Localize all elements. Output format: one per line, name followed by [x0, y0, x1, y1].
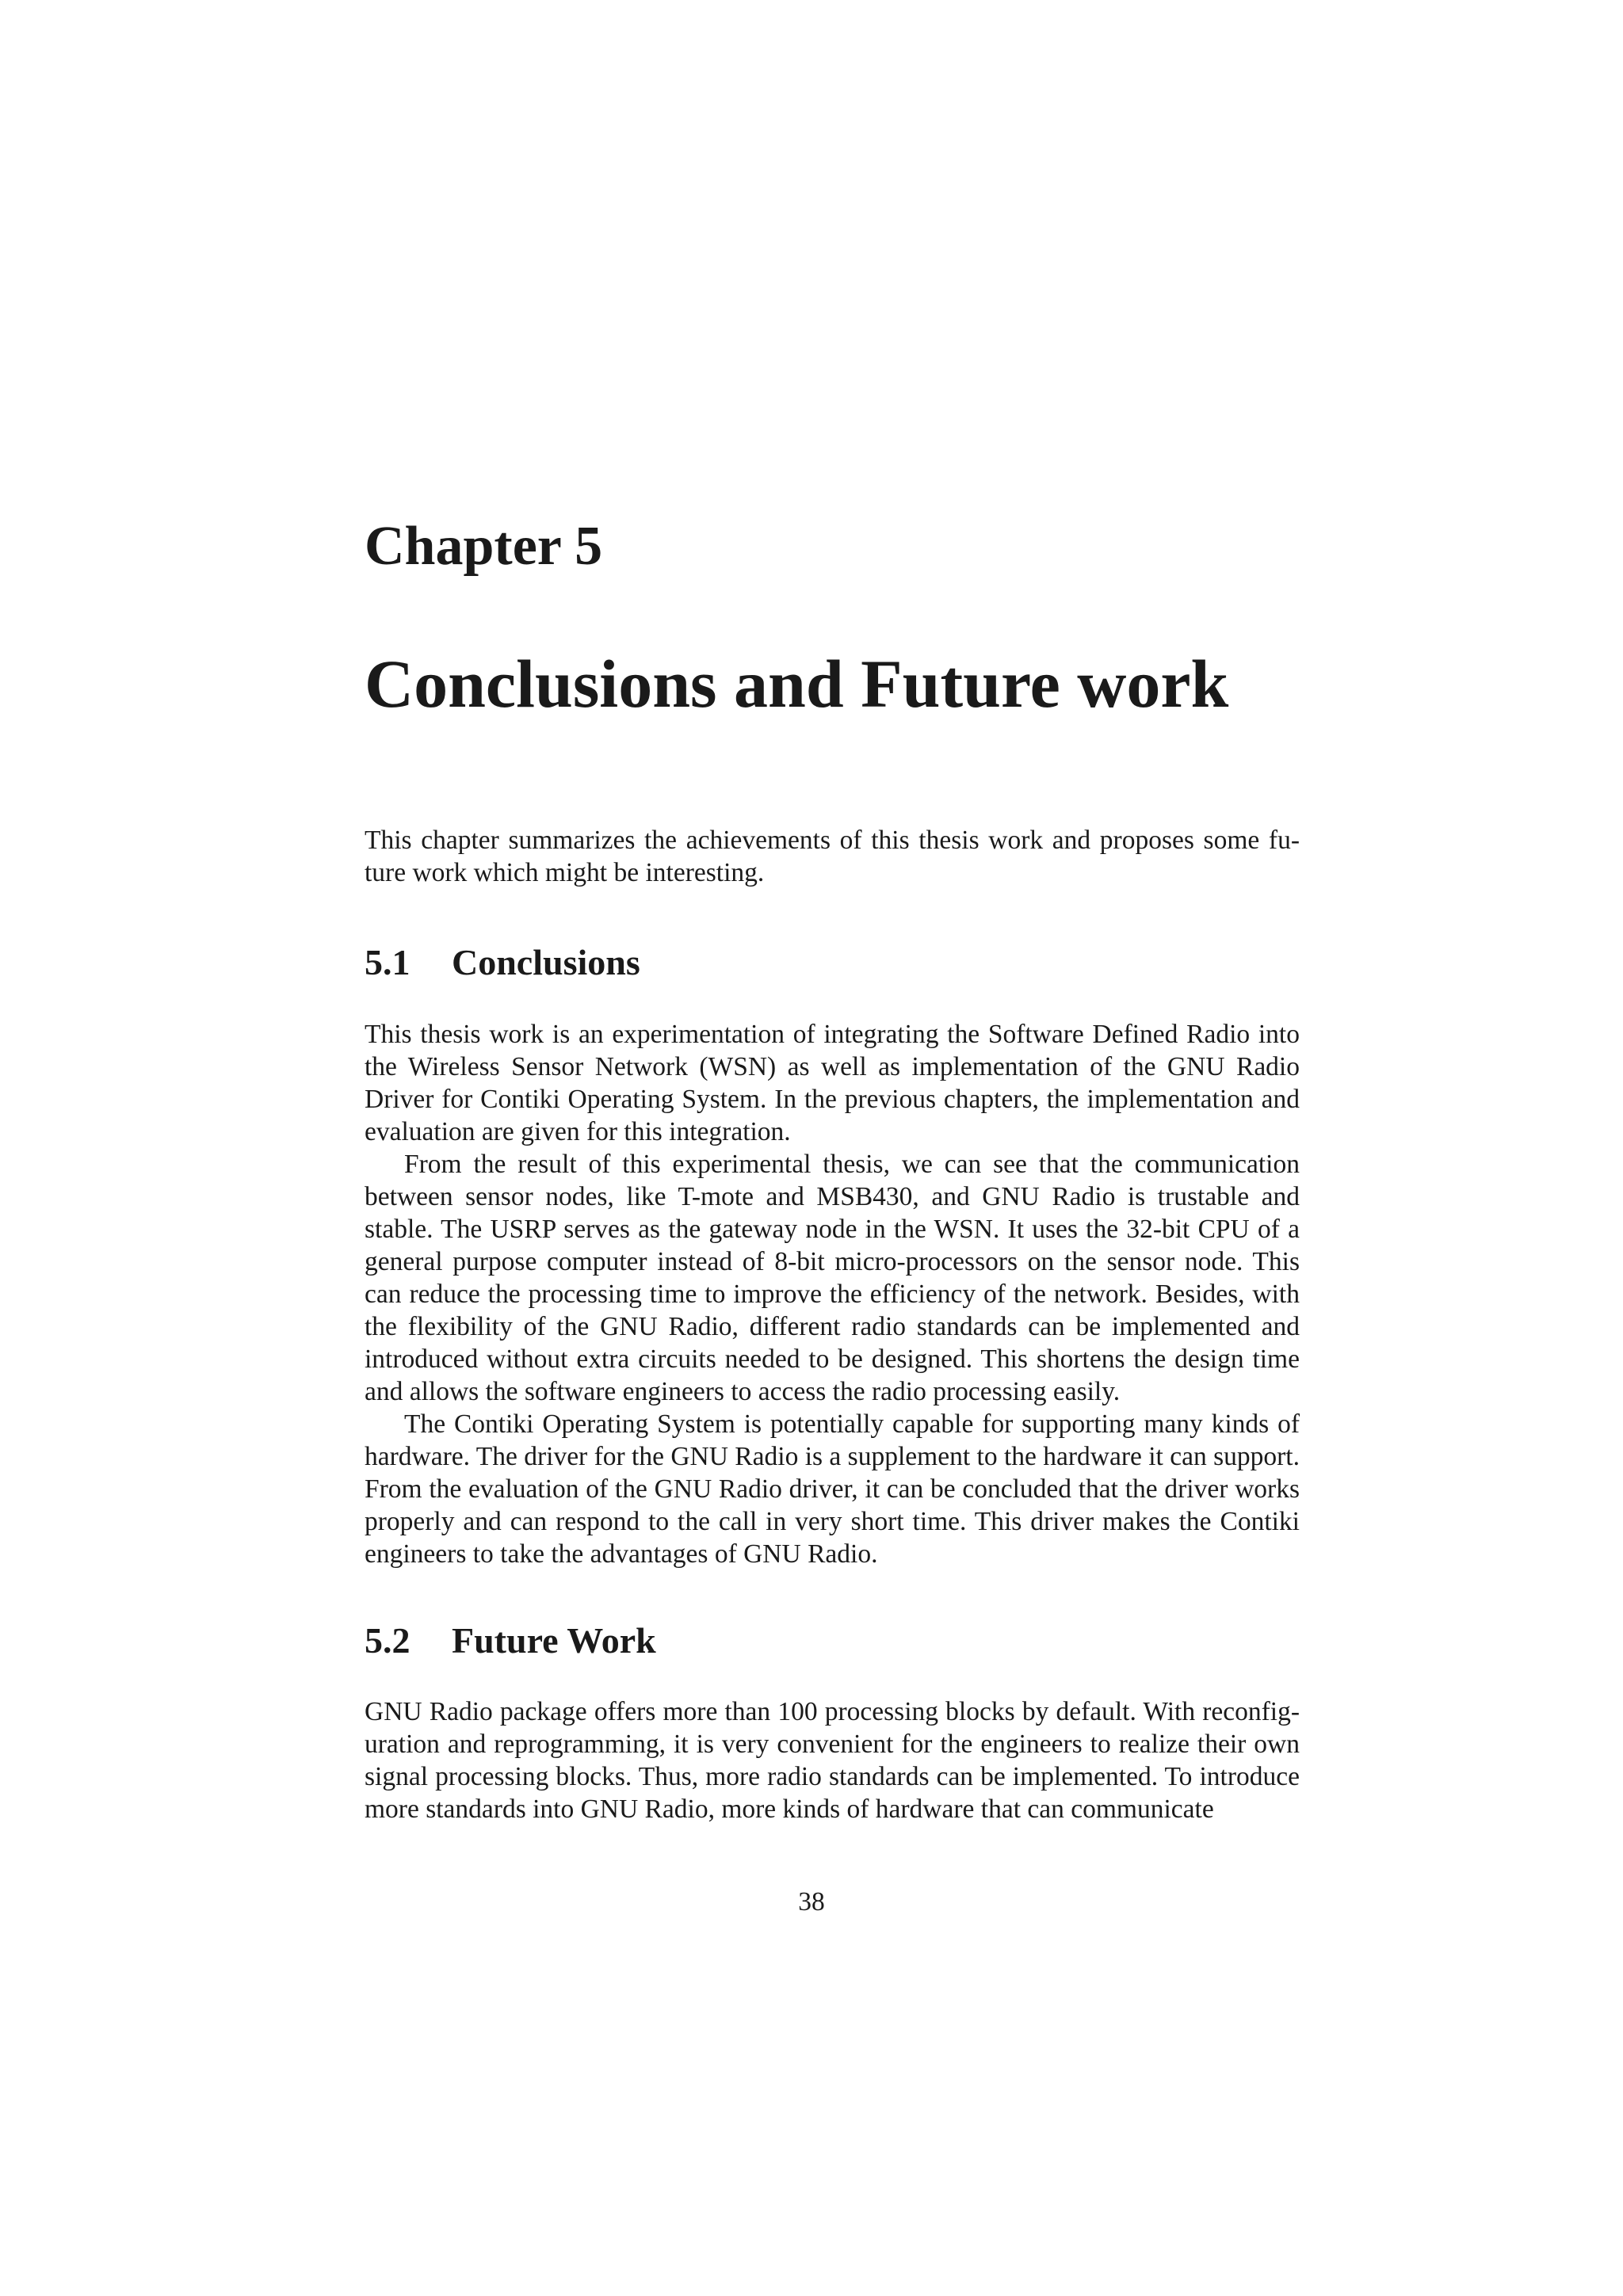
- section-heading-future-work: [365, 1620, 656, 1661]
- chapter-label: Chapter 5: [365, 516, 603, 577]
- paragraph: This thesis work is an experimentation of integrating the Software Defined Radio into the Wireless Sensor Network (WSN) as well as implementation of the GNU Radio Driver for Contiki Operating System. In the previous chapters, the implementation and evaluation are given for this integration.: [365, 1020, 1300, 1146]
- page-number: 38: [798, 1887, 825, 1917]
- section-title: Conclusions: [452, 942, 640, 982]
- section-title: Future Work: [452, 1620, 656, 1661]
- intro-paragraph: This chapter summarizes the achievements of this thesis work and proposes some future work which might be interesting.: [365, 826, 1300, 887]
- intro-block: [365, 824, 1300, 889]
- section-heading-conclusions: [365, 944, 640, 981]
- section-body-conclusions: [365, 1018, 1300, 1570]
- section-number: 5.2: [365, 1620, 411, 1661]
- paragraph: From the result of this experimental thesis, we can see that the communication between sensor nodes, like T-mote and MSB430, and GNU Radio is trustable and stable. The USRP serves as the gateway node in the WSN. It uses the 32-bit CPU of a general purpose computer instead of 8-bit micro-processors on the sensor node. This can reduce the processing time to improve the efficiency of the network. Besides, with the flexibility of the GNU Radio, different radio standards can be implemented and introduced without extra circuits needed to be designed. This shortens the design time and allows the software engineers to access the radio processing easily.: [365, 1150, 1300, 1406]
- section-number: 5.1: [365, 942, 411, 982]
- paragraph: The Contiki Operating System is potentially capable for supporting many kinds of hardware. The driver for the GNU Radio is a supplement to the hardware it can support. From the evaluation of the GNU Radio driver, it can be concluded that the driver works properly and can respond to the call in very short time. This driver makes the Contiki engineers to take the advantages of GNU Radio.: [365, 1409, 1300, 1569]
- section-body-future-work: [365, 1695, 1300, 1825]
- chapter-title: Conclusions and Future work: [365, 646, 1229, 722]
- paragraph: GNU Radio package offers more than 100 processing blocks by default. With reconfiguration and reprogramming, it is very convenient for the engineers to realize their own signal processing blocks. Thus, more radio standards can be implemented. To introduce more standards into GNU Radio, more kinds of hardware that can communicate: [365, 1697, 1300, 1824]
